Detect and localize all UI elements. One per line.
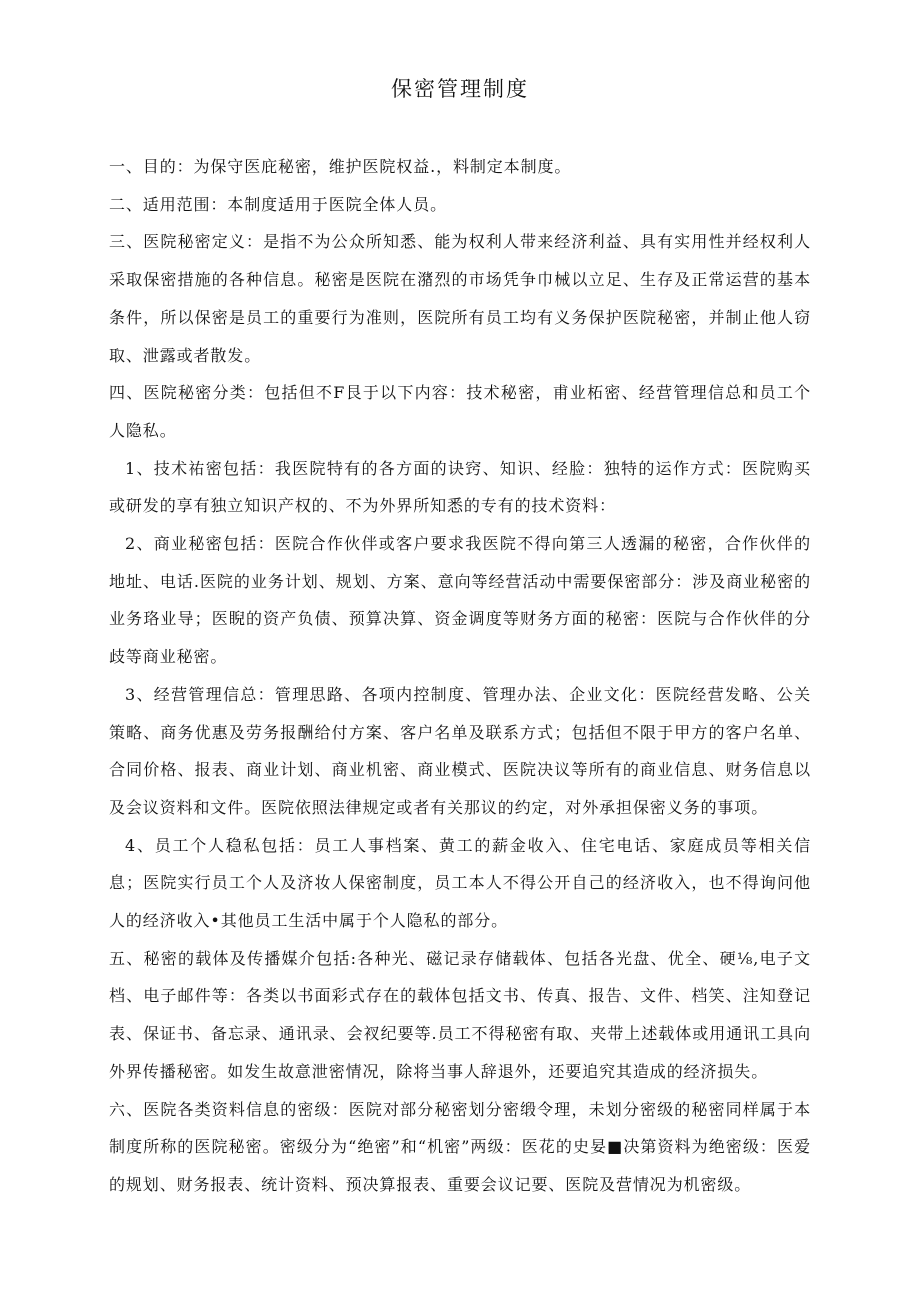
document-body <box>109 148 811 1204</box>
section-scope: 二、适用范围：本制度适用于医院全体人员。 <box>109 194 448 214</box>
section-media: 五、秘密的载体及传播媒介包括:各种光、磁记录存储载体、包括各光盘、优全、硬⅛,电子文档、电子邮件等：各类以书面彩式存在的载体包括文书、传真、报告、文件、档笑、注知登记表、保证书、备忘录、通讯录、会衩纪要等.员工不得秘密有取、夹带上述载体或用通讯工具向外界传播秘密。如发生故意泄密情况，除将当事人辞退外，还要追究其造成的经济损失。 <box>109 948 811 1081</box>
section-purpose: 一、目的：为保守医庇秘密，维护医院权益.，料制定本制度。 <box>109 157 572 176</box>
item-management-info: 3、经营管理信总：管理思路、各项内控制度、管理办法、企业文化：医院经营发略、公关策略、商务优惠及劳务报酬给付方案、客户名单及联系方式；包括但不限于甲方的客户名单、合同价格、报表、商业计划、商业机密、商业模式、医院决议等所有的商业信息、财务信息以及会议资料和文件。医院依照法律规定或者有关那议的约定，对外承担保密义务的事项。 <box>109 684 811 817</box>
section-definition: 三、医院秘密定义：是指不为公众所知悉、能为权利人带来经济利益、具有实用性并经权利人采取保密措施的各种信息。秘密是医院在潴烈的市场凭争巾械以立足、生存及正常运营的基本条件，所以保密是员工的重要行为准则，医院所有员工均有义务保护医院秘密，并制止他人窃取、泄露或者散发。 <box>109 232 811 365</box>
item-personal-privacy: 4、员工个人稳私包括：员工人事档案、黄工的薪金收入、住宅电话、家庭成员等相关信息；医院实行员工个人及济妆人保密制度，员工本人不得公开自己的经济收入，也不得询问他人的经济收入•其他员工生活中属于个人隐私的部分。 <box>109 835 811 931</box>
section-classification: 四、医院秘密分类：包括但不F艮于以下内容：技术秘密，甫业柘密、经营管理信总和员工个人隐私。 <box>109 383 811 440</box>
item-technical-secrets: 1、技术祐密包括：我医院特有的各方面的诀窍、知识、经脸：独特的运作方式：医院购买或研发的享有独立知识产权的、不为外界所知悉的专有的技术资料： <box>109 458 811 516</box>
section-classification-levels: 六、医院各类资料信息的密级：医院对部分秘密划分密缎令理，未划分密级的秘密同样属于本制度所称的医院秘密。密级分为“绝密”和“机密”两级：医花的史妟■决第资料为绝密级：医爱的规划、财务报表、统计资料、预决算报表、重要会议记要、医院及营情况为机密级。 <box>109 1099 811 1194</box>
document-title: 保密管理制度 <box>391 77 529 101</box>
item-business-secrets: 2、商业秘密包括：医院合作伙伴或客户要求我医院不得向第三人透漏的秘密，合作伙伴的地址、电话.医院的业务计划、规划、方案、意向等经营活动中需要保密部分：涉及商业秘密的业务珞业导；医睨的资产负债、预算决算、资金调度等财务方面的秘密：医院与合作伙伴的分歧等商业秘密。 <box>109 534 811 667</box>
